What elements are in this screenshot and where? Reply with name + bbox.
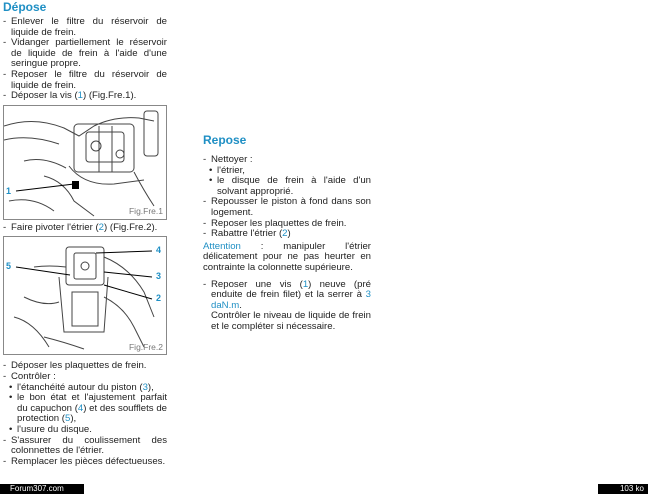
step-check: - Contrôler : bbox=[3, 370, 56, 382]
check-item-cap: • le bon état et l'ajustement parfait du capuchon (4) et des soufflets de protection (5), bbox=[9, 392, 167, 425]
step-pivot-caliper: - Faire pivoter l'étrier (2) (Fig.Fre.2). bbox=[3, 221, 158, 233]
footer-size-label: 103 ko bbox=[598, 484, 648, 494]
repose-column bbox=[203, 133, 371, 333]
step-drain-reservoir: - Vidanger partiellement le réservoir de liquide de frein à l'aide d'une seringue propre. bbox=[3, 37, 167, 70]
depose-title: Dépose bbox=[3, 0, 47, 14]
figure-label: Fig.Fre.2 bbox=[128, 341, 163, 352]
step-remove-filter: - Enlever le filtre du réservoir de liquide de frein. bbox=[3, 16, 167, 38]
step-check-fluid: Contrôler le niveau de liquide de frein et le compléter si nécessaire. bbox=[211, 310, 371, 332]
step-refit-pads: - Reposer les plaquettes de frein. bbox=[203, 217, 347, 229]
torque-value: 3 daN.m bbox=[211, 289, 371, 311]
clean-item-caliper: • l'étrier, bbox=[209, 164, 245, 176]
check-item-disc: • l'usure du disque. bbox=[9, 423, 92, 435]
callout-2: 2 bbox=[156, 293, 162, 304]
callout-4: 4 bbox=[156, 245, 162, 256]
brake-caliper-illustration-1 bbox=[4, 106, 166, 219]
callout-5: 5 bbox=[6, 261, 12, 272]
figure-fre-2 bbox=[3, 236, 167, 355]
step-refit-screw: - Reposer une vis (1) neuve (pré enduite de frein filet) et la serrer à 3 daN.m. bbox=[203, 278, 371, 311]
step-check-columns: - S'assurer du coulissement des colonnettes de l'étrier. bbox=[3, 434, 167, 457]
footer-site-label: Forum307.com bbox=[0, 484, 84, 494]
figure-fre-1 bbox=[3, 105, 167, 220]
step-replace-parts: - Remplacer les pièces défectueuses. bbox=[3, 455, 166, 467]
figure-label: Fig.Fre.1 bbox=[128, 206, 163, 217]
step-fold-caliper: - Rabattre l'étrier (2) bbox=[203, 228, 291, 240]
step-remove-pads: - Déposer les plaquettes de frein. bbox=[3, 360, 147, 372]
callout-1: 1 bbox=[6, 185, 12, 196]
step-clean: - Nettoyer : bbox=[203, 154, 253, 165]
step-refit-filter: - Reposer le filtre du réservoir de liquide de frein. bbox=[3, 68, 167, 91]
step-remove-screw: - Déposer la vis (1) (Fig.Fre.1). bbox=[3, 90, 137, 102]
check-item-piston: • l'étanchéité autour du piston (3), bbox=[9, 381, 154, 393]
brake-caliper-illustration-2 bbox=[4, 237, 166, 354]
callout-3: 3 bbox=[156, 271, 162, 282]
clean-item-disc: • le disque de frein à l'aide d'un solvant approprié. bbox=[209, 175, 371, 197]
repose-title: Repose bbox=[203, 133, 247, 147]
depose-column bbox=[3, 0, 167, 467]
attention-label: Attention bbox=[203, 240, 241, 252]
attention-note: Attention : manipuler l'étrier délicatement pour ne pas heurter en contrainte la colonnette supérieure. bbox=[203, 240, 371, 273]
step-push-piston: - Repousser le piston à fond dans son logement. bbox=[203, 196, 371, 218]
